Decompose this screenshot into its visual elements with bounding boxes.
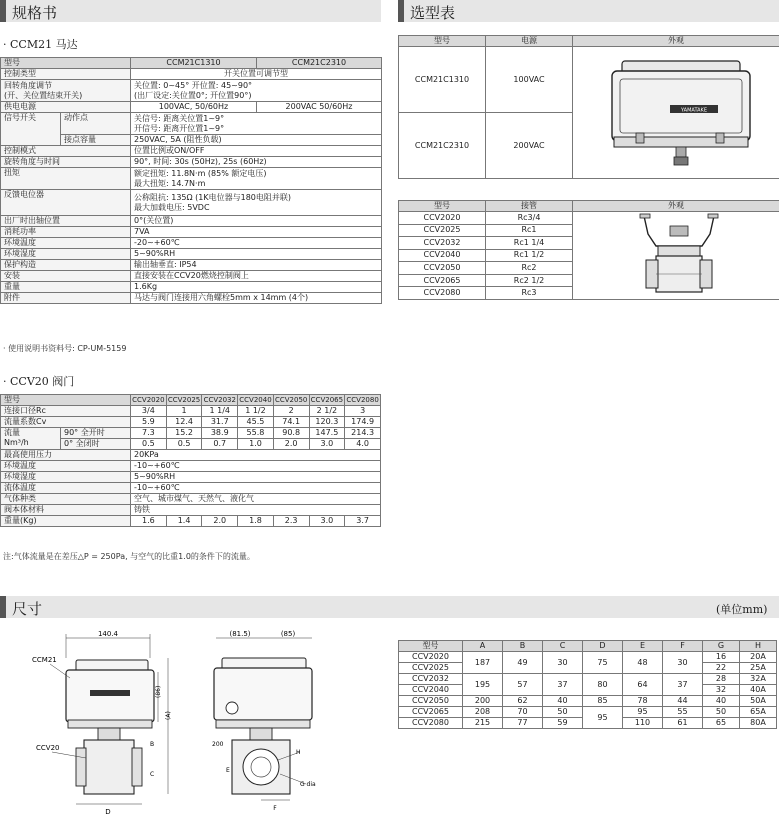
ccm21-heading: · CCM21 马达 — [3, 38, 78, 51]
cell-line: (出厂设定:关位置0°; 开位置90°) — [134, 90, 252, 100]
model-cell: CCV2020 — [399, 652, 463, 663]
pipe-cell: Rc2 1/2 — [486, 274, 573, 287]
cell: 3.0 — [309, 439, 345, 450]
row-label: 气体种类 — [1, 494, 131, 505]
model-cell: CCV2020 — [399, 212, 486, 225]
section-marker — [0, 0, 6, 22]
dim-85-label: (85) — [280, 630, 296, 638]
cell: 200 — [463, 696, 503, 707]
cell-line: 最大扭矩: 14.7N·m — [134, 178, 206, 188]
header-cell: 接管 — [486, 201, 573, 212]
header-cell: CCV2020 — [132, 396, 165, 404]
row-label: 重量 — [1, 282, 131, 293]
cell: 75 — [583, 652, 623, 674]
table-row — [399, 652, 777, 663]
cell: 95 — [583, 707, 623, 729]
cell-line: 关信号: 距离关位置1~9° — [134, 113, 225, 123]
cell: 250VAC, 5A (阻性负载) — [131, 135, 382, 146]
table-row — [1, 395, 381, 406]
model-cell: CCV2032 — [399, 237, 486, 250]
cell: 200VAC 50/60Hz — [257, 102, 382, 113]
table-row — [1, 260, 382, 271]
cell: 50 — [543, 707, 583, 718]
table-row — [1, 238, 382, 249]
row-label: 0° 全闭时 — [61, 439, 131, 450]
row-label — [1, 428, 61, 450]
row-label: 旋转角度与时间 — [1, 157, 131, 168]
dim-81-label: (81.5) — [229, 630, 251, 638]
cell: 12.4 — [166, 417, 202, 428]
row-label: 动作点 — [61, 113, 131, 135]
cell: 80 — [583, 674, 623, 696]
header-cell: CCV2032 — [203, 396, 236, 404]
cell: 57 — [503, 674, 543, 696]
model-cell: CCM21C1310 — [399, 47, 486, 113]
unit-label: (单位mm) — [716, 603, 768, 616]
cell: -10~+60℃ — [131, 483, 381, 494]
motor-illustration — [574, 47, 779, 175]
cell — [131, 168, 382, 190]
cell: 1.8 — [238, 516, 274, 527]
appearance-cell — [573, 212, 779, 300]
cell: 5.9 — [131, 417, 167, 428]
table-row — [399, 674, 777, 685]
header-cell: 型号 — [399, 201, 486, 212]
table-row — [1, 472, 381, 483]
cell: 44 — [663, 696, 703, 707]
table-row — [1, 483, 381, 494]
header-cell: 电源 — [486, 36, 573, 47]
header-cell: C — [543, 641, 583, 652]
model-cell: CCV2050 — [399, 262, 486, 275]
cell: 1.6Kg — [131, 282, 382, 293]
table-row — [1, 516, 381, 527]
cell: 2 1/2 — [309, 406, 345, 417]
cell-line: 最大加载电压: 5VDC — [134, 202, 210, 212]
label-line: 回转角度调节 — [4, 80, 52, 90]
selection-motor-table — [398, 35, 779, 179]
header-cell: E — [623, 641, 663, 652]
model-cell: CCM21C2310 — [399, 113, 486, 179]
ccm21-note: · 使用说明书资料号: CP-UM-5159 — [3, 344, 127, 353]
model-cell: CCV2040 — [399, 685, 463, 696]
cell: 1 1/2 — [238, 406, 274, 417]
header-cell: 型号 — [399, 641, 463, 652]
row-label: 保护构造 — [1, 260, 131, 271]
cell: -10~+60℃ — [131, 461, 381, 472]
cell: 3 — [345, 406, 381, 417]
cell: 195 — [463, 674, 503, 696]
cell: 铸铁 — [131, 505, 381, 516]
valve-illustration — [574, 212, 779, 296]
model-cell: CCV2032 — [399, 674, 463, 685]
cell — [131, 190, 382, 216]
cell: 61 — [663, 718, 703, 729]
cell: 20KPa — [131, 450, 381, 461]
section-marker — [0, 596, 6, 618]
header-cell: CCM21C1310 — [131, 58, 257, 69]
header-cell: CCV2065 — [310, 396, 344, 404]
cell: 22 — [703, 663, 740, 674]
cell: 20A — [740, 652, 777, 663]
cell: 位置比例或ON/OFF — [131, 146, 382, 157]
row-label: 反馈电位器 — [1, 190, 131, 216]
row-label: 供电电源 — [1, 102, 131, 113]
cell: 5~90%RH — [131, 249, 382, 260]
section-marker — [398, 0, 404, 22]
table-row — [1, 216, 382, 227]
cell: 16 — [703, 652, 740, 663]
cell: 215 — [463, 718, 503, 729]
cell: 90.8 — [273, 428, 309, 439]
table-row — [1, 227, 382, 238]
cell: 3/4 — [131, 406, 167, 417]
header-cell: CCM21C2310 — [257, 58, 382, 69]
power-cell: 100VAC — [486, 47, 573, 113]
power-cell: 200VAC — [486, 113, 573, 179]
cell-line: 开信号: 距离开位置1~9° — [134, 123, 225, 133]
table-row — [1, 58, 382, 69]
dim-c-label: C — [150, 771, 155, 778]
row-label: 阀本体材料 — [1, 505, 131, 516]
row-label: 消耗功率 — [1, 227, 131, 238]
label-line: 流量 — [4, 428, 20, 437]
cell: 0°(关位置) — [131, 216, 382, 227]
cell: 2.3 — [273, 516, 309, 527]
cell: 32 — [703, 685, 740, 696]
cell: 开关位置可调节型 — [131, 69, 382, 80]
table-row — [399, 201, 779, 212]
model-cell: CCV2065 — [399, 274, 486, 287]
row-label: 环境湿度 — [1, 249, 131, 260]
dim-b-label: B — [150, 741, 155, 748]
row-label: 流体温度 — [1, 483, 131, 494]
row-label: 扭矩 — [1, 168, 131, 190]
cell: 5~90%RH — [131, 472, 381, 483]
row-label: 最高使用压力 — [1, 450, 131, 461]
table-row — [1, 80, 382, 102]
ccv20-heading: · CCV20 阀门 — [3, 375, 75, 388]
cell: 1.4 — [166, 516, 202, 527]
dim-width-label: 140.4 — [97, 630, 119, 638]
row-label: 安装 — [1, 271, 131, 282]
table-row — [1, 69, 382, 80]
cell: 55 — [663, 707, 703, 718]
cell: 95 — [623, 707, 663, 718]
cell: 1.6 — [131, 516, 167, 527]
table-row — [1, 249, 382, 260]
cell: 147.5 — [309, 428, 345, 439]
dim-f-label: F — [273, 805, 277, 812]
row-label: 控制类型 — [1, 69, 131, 80]
table-row — [399, 641, 777, 652]
cell — [131, 113, 382, 135]
pipe-cell: Rc3/4 — [486, 212, 573, 225]
label-line: Nm³/h — [4, 438, 29, 447]
cell: 15.2 — [166, 428, 202, 439]
cell: 65A — [740, 707, 777, 718]
cell: 49 — [503, 652, 543, 674]
header-cell: 型号 — [399, 36, 486, 47]
row-label: 控制模式 — [1, 146, 131, 157]
spec-section-title: 规格书 — [12, 4, 58, 22]
cell: 62 — [503, 696, 543, 707]
dim-200-label: 200 — [212, 741, 224, 748]
cell: 1 — [166, 406, 202, 417]
cell: 80A — [740, 718, 777, 729]
model-cell: CCV2080 — [399, 718, 463, 729]
table-row — [399, 212, 779, 225]
pipe-cell: Rc1 1/2 — [486, 249, 573, 262]
cell: 0.5 — [166, 439, 202, 450]
cell: 3.7 — [345, 516, 381, 527]
appearance-cell — [573, 47, 779, 179]
table-row — [1, 417, 381, 428]
header-cell: 外观 — [573, 36, 779, 47]
header-cell: CCV2050 — [274, 396, 308, 404]
ccv20-label: CCV20 — [36, 744, 60, 752]
header-cell: H — [740, 641, 777, 652]
cell — [131, 80, 382, 102]
cell: -20~+60℃ — [131, 238, 382, 249]
row-label: 重量(Kg) — [1, 516, 131, 527]
model-cell: CCV2025 — [399, 663, 463, 674]
cell: 2.0 — [202, 516, 238, 527]
cell: 78 — [623, 696, 663, 707]
label-plate-text: YAMATAKE — [680, 107, 707, 114]
row-label: 环境湿度 — [1, 472, 131, 483]
pipe-cell: Rc2 — [486, 262, 573, 275]
cell: 40 — [543, 696, 583, 707]
ccv20-note: 注:气体流量是在差压△P = 250Pa, 与空气的比重1.0的条件下的流量。 — [3, 552, 255, 561]
table-row — [1, 190, 382, 216]
dimension-table — [398, 640, 777, 729]
cell: 3.0 — [309, 516, 345, 527]
table-row — [1, 113, 382, 135]
row-label — [1, 80, 131, 102]
cell: 1.0 — [238, 439, 274, 450]
cell: 50 — [703, 707, 740, 718]
row-label: 接点容量 — [61, 135, 131, 146]
row-label: 流量系数Cv — [1, 417, 131, 428]
cell: 4.0 — [345, 439, 381, 450]
dimensions-section-title: 尺寸 — [12, 600, 43, 618]
table-row — [1, 271, 382, 282]
header-cell: 型号 — [1, 58, 131, 69]
cell: 1 1/4 — [202, 406, 238, 417]
header-cell: A — [463, 641, 503, 652]
cell: 45.5 — [238, 417, 274, 428]
cell: 0.7 — [202, 439, 238, 450]
model-cell: CCV2040 — [399, 249, 486, 262]
header-cell: F — [663, 641, 703, 652]
header-cell: G — [703, 641, 740, 652]
cell: 37 — [663, 674, 703, 696]
pipe-cell: Rc3 — [486, 287, 573, 300]
ccm21-label: CCM21 — [32, 656, 57, 664]
cell: 28 — [703, 674, 740, 685]
cell: 输出轴垂直: IP54 — [131, 260, 382, 271]
cell: 65 — [703, 718, 740, 729]
cell: 120.3 — [309, 417, 345, 428]
table-row — [1, 146, 382, 157]
dim-h-label: H — [296, 749, 301, 756]
cell: 25A — [740, 663, 777, 674]
row-label: 信号开关 — [1, 113, 61, 146]
table-row — [399, 696, 777, 707]
cell: 50A — [740, 696, 777, 707]
cell: 174.9 — [345, 417, 381, 428]
row-label: 附件 — [1, 293, 131, 304]
header-cell: CCV2040 — [239, 396, 272, 404]
dim-a-label: (A) — [165, 711, 172, 720]
cell: 30 — [543, 652, 583, 674]
table-row — [1, 450, 381, 461]
cell: 110 — [623, 718, 663, 729]
dimension-drawing — [0, 628, 392, 836]
cell: 208 — [463, 707, 503, 718]
cell: 55.8 — [238, 428, 274, 439]
cell: 40A — [740, 685, 777, 696]
cell: 7.3 — [131, 428, 167, 439]
model-cell: CCV2050 — [399, 696, 463, 707]
pipe-cell: Rc1 — [486, 224, 573, 237]
table-row — [1, 282, 382, 293]
table-row — [1, 406, 381, 417]
cell: 31.7 — [202, 417, 238, 428]
cell: 187 — [463, 652, 503, 674]
table-row — [1, 168, 382, 190]
model-cell: CCV2025 — [399, 224, 486, 237]
cell: 90°, 时间: 30s (50Hz), 25s (60Hz) — [131, 157, 382, 168]
table-row — [1, 157, 382, 168]
table-row — [399, 47, 779, 113]
cell-line: 关位置: 0~45° 开位置: 45~90° — [134, 80, 253, 90]
row-label: 连接口径Rc — [1, 406, 131, 417]
model-cell: CCV2065 — [399, 707, 463, 718]
table-row — [399, 707, 777, 718]
cell: 85 — [583, 696, 623, 707]
cell: 59 — [543, 718, 583, 729]
table-row — [1, 293, 382, 304]
dimensions-section-bar — [0, 596, 779, 618]
cell: 214.3 — [345, 428, 381, 439]
cell: 38.9 — [202, 428, 238, 439]
cell: 空气、城市煤气、天然气、液化气 — [131, 494, 381, 505]
table-row — [1, 102, 382, 113]
cell: 40 — [703, 696, 740, 707]
table-row — [1, 494, 381, 505]
table-row — [1, 505, 381, 516]
cell: 马达与阀门连接用六角螺栓5mm x 14mm (4个) — [131, 293, 382, 304]
dim-e-label: E — [226, 767, 230, 774]
cell-line: 额定扭矩: 11.8N·m (85% 额定电压) — [134, 168, 267, 178]
pipe-cell: Rc1 1/4 — [486, 237, 573, 250]
cell: 30 — [663, 652, 703, 674]
model-cell: CCV2080 — [399, 287, 486, 300]
cell-line: 公称阻抗: 135Ω (1K电位器与180电阻并联) — [134, 192, 292, 202]
ccm21-spec-table — [0, 57, 382, 304]
cell: 2 — [273, 406, 309, 417]
row-label: 90° 全开时 — [61, 428, 131, 439]
cell: 32A — [740, 674, 777, 685]
row-label: 出厂时出轴位置 — [1, 216, 131, 227]
header-cell: CCV2025 — [167, 396, 201, 404]
cell: 64 — [623, 674, 663, 696]
label-line: (开、关位置结束开关) — [4, 90, 83, 100]
cell: 直接安装在CCV20燃烧控制阀上 — [131, 271, 382, 282]
cell: 77 — [503, 718, 543, 729]
header-cell: 外观 — [573, 201, 779, 212]
cell: 2.0 — [273, 439, 309, 450]
header-cell: 型号 — [1, 395, 131, 406]
dim-d-label: D — [105, 808, 111, 816]
selection-valve-table — [398, 200, 779, 300]
dim-86-label: (86) — [155, 685, 162, 698]
table-row — [1, 461, 381, 472]
spec-section-bar — [0, 0, 381, 22]
cell: 70 — [503, 707, 543, 718]
dim-g-label: G dia — [300, 781, 316, 788]
table-row — [1, 428, 381, 439]
cell: 48 — [623, 652, 663, 674]
row-label: 环境温度 — [1, 461, 131, 472]
cell: 100VAC, 50/60Hz — [131, 102, 257, 113]
selection-section-title: 选型表 — [410, 4, 456, 22]
header-cell: CCV2080 — [346, 396, 379, 404]
cell: 0.5 — [131, 439, 167, 450]
row-label: 环境温度 — [1, 238, 131, 249]
cell: 7VA — [131, 227, 382, 238]
selection-section-bar — [398, 0, 779, 22]
header-cell: B — [503, 641, 543, 652]
ccv20-spec-table — [0, 394, 381, 527]
header-cell: D — [583, 641, 623, 652]
cell: 37 — [543, 674, 583, 696]
table-row — [399, 36, 779, 47]
cell: 74.1 — [273, 417, 309, 428]
